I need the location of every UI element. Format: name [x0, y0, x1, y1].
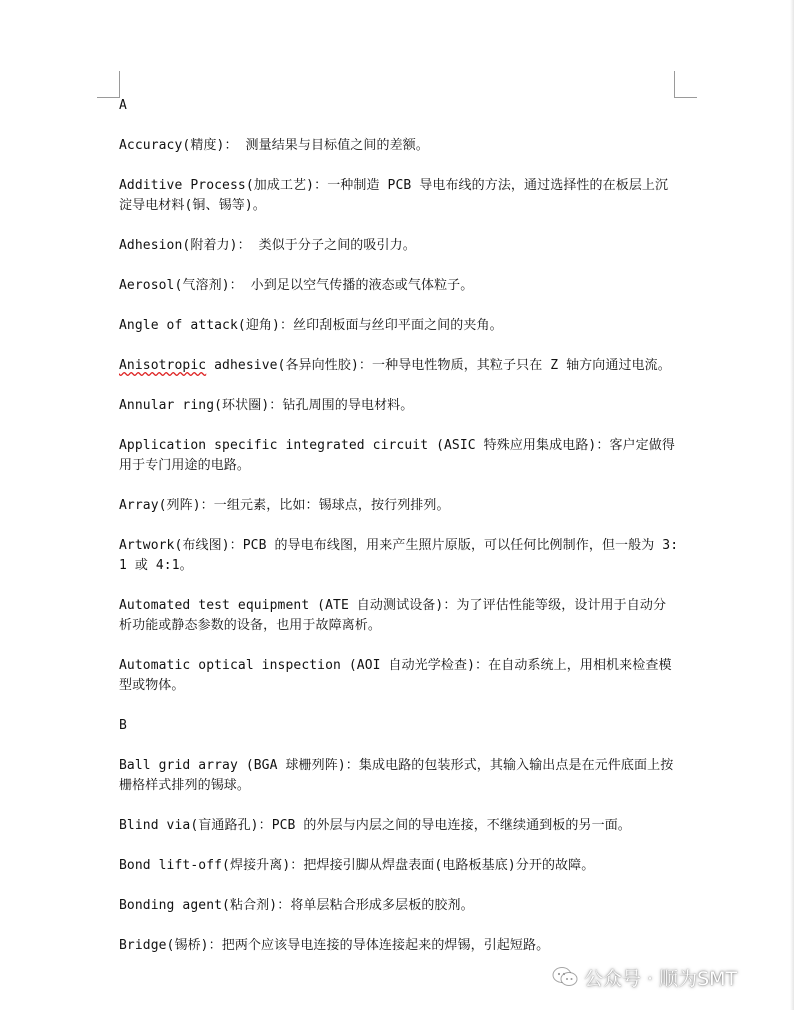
glossary-entry [119, 176, 679, 216]
wechat-icon [552, 966, 578, 988]
entry-term: Aerosol(气溶剂)： [119, 278, 243, 293]
entry-definition: PCB 的导电布线图，用来产生照片原版，可以任何比例制作，但一般为 3:1 或 4:1。 [119, 538, 679, 573]
entry-term: Application specific integrated circuit (ASIC 特殊应用集成电路)： [119, 438, 610, 453]
entry-term: Bonding agent(粘合剂)： [119, 898, 291, 913]
document-body[interactable] [119, 96, 679, 976]
entry-definition: 丝印刮板面与丝印平面之间的夹角。 [293, 318, 503, 333]
entry-term: Blind via(盲通路孔)： [119, 818, 272, 833]
glossary-entry [119, 596, 679, 636]
glossary-entry [119, 236, 679, 256]
glossary-entry [119, 856, 679, 876]
glossary-entry [119, 356, 679, 376]
entry-term: Accuracy(精度)： [119, 138, 238, 153]
entry-definition: 在自动系统上，用相机来检查模型或物体。 [119, 658, 672, 693]
crop-mark-top-left [97, 71, 120, 98]
entry-definition: 把两个应该导电连接的导体连接起来的焊锡，引起短路。 [221, 938, 550, 953]
spellcheck-flagged-word[interactable]: Anisotropic [119, 358, 207, 373]
watermark [552, 962, 737, 992]
entry-term: Ball grid array (BGA 球栅列阵)： [119, 758, 359, 773]
entry-definition: 一种导电性物质，其粒子只在 Z 轴方向通过电流。 [372, 358, 671, 373]
entry-definition: 客户定做得用于专门用途的电路。 [119, 438, 675, 473]
entry-definition: 小到足以空气传播的液态或气体粒子。 [242, 278, 474, 293]
glossary-entry [119, 816, 679, 836]
entry-term: adhesive(各异向性胶)： [206, 358, 372, 373]
glossary-entry [119, 436, 679, 476]
entry-term: Automated test equipment (ATE 自动测试设备)： [119, 598, 457, 613]
entry-definition: 一组元素，比如：锡球点，按行列排列。 [213, 498, 450, 513]
glossary-entry [119, 136, 679, 156]
entry-term: Additive Process(加成工艺)： [119, 178, 328, 193]
section-heading-b: B [119, 718, 127, 733]
entry-definition: 集成电路的包装形式，其输入输出点是在元件底面上按栅格样式排列的锡球。 [119, 758, 674, 793]
glossary-entry [119, 276, 679, 296]
entry-term: Angle of attack(迎角)： [119, 318, 294, 333]
entry-term: Annular ring(环状圈)： [119, 398, 283, 413]
section-heading-a: A [119, 98, 127, 113]
page-edge-shadow [790, 0, 794, 1010]
glossary-entry [119, 536, 679, 576]
glossary-entry [119, 316, 679, 336]
watermark-text: 公众号 · 顺为SMT [584, 967, 738, 990]
entry-term: Bond lift-off(焊接升离)： [119, 858, 304, 873]
entry-definition: 钻孔周围的导电材料。 [282, 398, 414, 413]
entry-definition: 将单层粘合形成多层板的胶剂。 [290, 898, 474, 913]
glossary-entry [119, 896, 679, 916]
entry-term: Artwork(布线图)： [119, 538, 243, 553]
glossary-entry [119, 756, 679, 796]
crop-mark-top-right [674, 71, 697, 98]
glossary-entry [119, 496, 679, 516]
entry-definition: 一种制造 PCB 导电布线的方法，通过选择性的在板层上沉淀导电材料(铜、锡等)。 [119, 178, 669, 213]
entry-term: Array(列阵)： [119, 498, 214, 513]
glossary-entry [119, 656, 679, 696]
glossary-entry [119, 396, 679, 416]
entry-term: Automatic optical inspection (AOI 自动光学检查)： [119, 658, 489, 673]
entry-definition: PCB 的外层与内层之间的导电连接，不继续通到板的另一面。 [271, 818, 631, 833]
entry-term: Bridge(锡桥)： [119, 938, 222, 953]
entry-definition: 测量结果与目标值之间的差额。 [237, 138, 429, 153]
entry-term: Adhesion(附着力)： [119, 238, 251, 253]
entry-definition: 为了评估性能等级，设计用于自动分析功能或静态参数的设备，也用于故障离析。 [119, 598, 667, 633]
glossary-entry [119, 936, 679, 956]
entry-definition: 类似于分子之间的吸引力。 [250, 238, 416, 253]
entry-definition: 把焊接引脚从焊盘表面(电路板基底)分开的故障。 [303, 858, 595, 873]
